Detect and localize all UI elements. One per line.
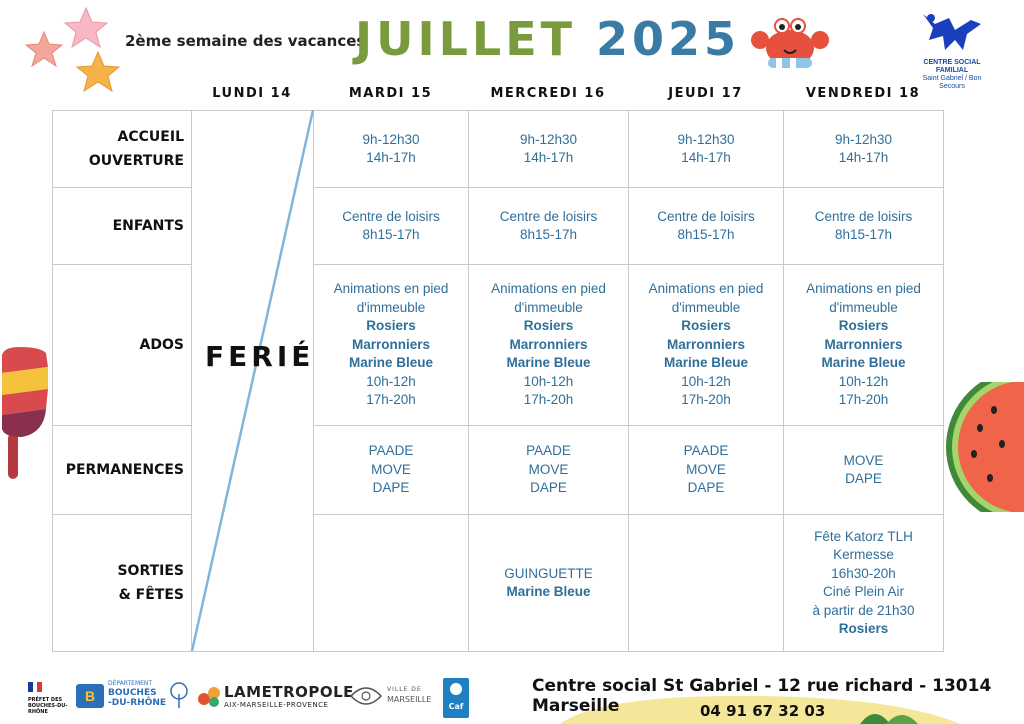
page-title	[355, 12, 740, 66]
row-label: OUVERTURE	[88, 153, 184, 169]
caf-icon	[448, 681, 464, 697]
cell-text: Rosiers	[681, 318, 731, 334]
footer-address: Centre social St Gabriel - 12 rue richard - 13014 Marseille	[532, 676, 992, 716]
row-header-permanences	[53, 426, 192, 515]
day-header-mercredi: MERCREDI 16	[490, 86, 606, 101]
departement-icon	[76, 684, 104, 708]
cell-text: 10h-12h	[681, 373, 731, 389]
cell-text: Animations en pied	[333, 281, 449, 297]
cell-sorties-mercredi	[469, 515, 629, 652]
starfish-decoration-icon	[16, 4, 131, 104]
row-label: PERMANENCES	[65, 462, 184, 478]
partner3-b: AIX-MARSEILLE-PROVENCE	[224, 701, 329, 709]
cell-text: 16h30-20h	[831, 565, 896, 581]
partner4-a: VILLE DE	[387, 686, 422, 693]
cell-permanences-mardi	[314, 426, 469, 515]
cell-text: Ciné Plein Air	[822, 584, 905, 599]
row-label: ADOS	[139, 337, 184, 353]
cell-enfants-vendredi	[784, 188, 944, 265]
cell-text: Centre de loisirs	[657, 208, 755, 224]
cell-text: d'immeuble	[514, 299, 583, 315]
row-header-ados	[53, 265, 192, 426]
metropole-icon	[197, 685, 221, 707]
cell-text: Marine Bleue	[348, 355, 434, 371]
cell-permanences-vendredi	[784, 426, 944, 515]
partner-logo-metropole	[197, 683, 354, 711]
cell-text: 10h-12h	[838, 373, 889, 389]
cell-text: 8h15-17h	[834, 227, 893, 242]
partner1-text: PRÉFET DES BOUCHES-DU-RHÔNE	[28, 697, 68, 715]
tree-icon	[168, 682, 190, 708]
cell-text: DAPE	[530, 480, 567, 496]
cell-text: Rosiers	[523, 318, 574, 334]
cell-text: Animations en pied	[491, 281, 606, 297]
centre-social-logo	[915, 10, 989, 91]
popsicle-icon	[0, 345, 52, 485]
cell-text: MOVE	[843, 452, 884, 468]
row-label: SORTIES	[117, 563, 184, 579]
day-header-jeudi: JEUDI 17	[668, 86, 743, 101]
cell-text: 10h-12h	[523, 373, 574, 389]
partner3-a: LAMETROPOLE	[224, 683, 354, 701]
marianne-icon	[28, 682, 42, 692]
cell-text: 17h-20h	[838, 392, 889, 408]
partner2-a: BOUCHES	[108, 688, 157, 698]
cell-text: Animations en pied	[648, 281, 764, 297]
cell-text: 14h-17h	[681, 150, 731, 165]
cell-ados-jeudi	[629, 265, 784, 426]
cell-accueil-mercredi	[469, 111, 629, 188]
logo-text-1: CENTRE SOCIAL FAMILIAL	[923, 59, 981, 74]
cell-text: 17h-20h	[366, 392, 416, 408]
centre-social-logo-icon	[915, 10, 989, 54]
cell-text: 14h-17h	[523, 150, 574, 165]
partner4-b: MARSEILLE	[387, 695, 432, 704]
cell-text: DAPE	[845, 471, 882, 486]
ferie-label: FERIÉ	[205, 340, 315, 373]
crab-icon	[750, 12, 830, 78]
cell-text: 14h-17h	[366, 150, 416, 165]
partner-logo-departement	[76, 680, 191, 710]
cell-text: 14h-17h	[838, 150, 889, 165]
row-label: & FÊTES	[118, 587, 184, 603]
lundi-strike-line	[180, 108, 320, 653]
cell-text: GUINGUETTE	[504, 565, 593, 581]
cell-text: MOVE	[686, 461, 726, 477]
cell-text: Fête Katorz TLH	[814, 528, 913, 544]
partner2-b: -DU-RHÔNE	[108, 698, 167, 708]
cell-text: Marronniers	[351, 336, 431, 352]
cell-text: Rosiers	[366, 318, 416, 334]
row-label: ACCUEIL	[117, 129, 184, 145]
cell-text: 9h-12h30	[519, 131, 578, 147]
cell-text: 8h15-17h	[677, 227, 735, 242]
row-label: ENFANTS	[112, 218, 184, 234]
cell-text: 8h15-17h	[362, 227, 420, 242]
cell-permanences-mercredi	[469, 426, 629, 515]
cell-text: MOVE	[371, 461, 411, 477]
cell-sorties-vendredi	[784, 515, 944, 652]
cell-text: d'immeuble	[671, 299, 741, 315]
cell-text: Marine Bleue	[506, 355, 591, 371]
cell-ados-vendredi	[784, 265, 944, 426]
partner2-top: DÉPARTEMENT	[108, 680, 153, 687]
cell-ados-mercredi	[469, 265, 629, 426]
cell-text: Marine Bleue	[506, 584, 591, 599]
cell-text: d'immeuble	[829, 299, 898, 315]
cell-enfants-mardi	[314, 188, 469, 265]
cell-text: d'immeuble	[356, 299, 426, 315]
cell-text: Marronniers	[666, 336, 746, 352]
cell-sorties-jeudi	[629, 515, 784, 652]
cell-text: Marronniers	[824, 336, 903, 352]
cell-text: Marine Bleue	[821, 355, 906, 371]
day-header-lundi: LUNDI 14	[212, 86, 292, 101]
day-header-mardi: MARDI 15	[348, 86, 433, 101]
cell-text: PAADE	[368, 443, 414, 459]
cell-enfants-jeudi	[629, 188, 784, 265]
cell-text: Kermesse	[833, 547, 894, 562]
cell-text: Centre de loisirs	[814, 208, 913, 224]
cell-accueil-mardi	[314, 111, 469, 188]
cell-text: 9h-12h30	[362, 131, 420, 147]
marseille-crest-icon	[349, 684, 383, 708]
cell-text: 17h-20h	[523, 392, 574, 408]
cell-text: DAPE	[687, 480, 725, 496]
cell-text: Marine Bleue	[663, 355, 749, 371]
cell-text: Rosiers	[838, 621, 889, 636]
cell-permanences-jeudi	[629, 426, 784, 515]
partner-logo-marseille	[349, 684, 439, 710]
cell-text: 9h-12h30	[677, 131, 735, 147]
cell-text: à partir de 21h30	[812, 602, 915, 618]
title-year: 2025	[596, 12, 741, 66]
cell-sorties-mardi	[314, 515, 469, 652]
cell-text: MOVE	[528, 461, 569, 477]
cell-ados-mardi	[314, 265, 469, 426]
cell-text: DAPE	[372, 480, 410, 496]
row-header-accueil	[53, 111, 192, 188]
week-subtitle: 2ème semaine des vacances	[125, 32, 366, 50]
partner-logo-caf	[443, 678, 469, 718]
svg-text:B: B	[84, 688, 96, 704]
cell-text: Rosiers	[838, 318, 889, 334]
row-header-sorties	[53, 515, 192, 652]
cell-text: Centre de loisirs	[342, 208, 440, 224]
logo-text-2: Saint Gabriel / Bon Secours	[922, 75, 982, 90]
cell-text: PAADE	[526, 443, 571, 459]
cell-text: 10h-12h	[366, 373, 416, 389]
cell-text: 8h15-17h	[519, 227, 578, 242]
partner-logo-prefet	[28, 679, 68, 715]
cell-text: Marronniers	[509, 336, 588, 352]
cell-enfants-mercredi	[469, 188, 629, 265]
partner5-text: Caf	[448, 702, 464, 711]
cell-text: Centre de loisirs	[499, 208, 598, 224]
cell-text: 17h-20h	[681, 392, 731, 408]
cell-text: 9h-12h30	[834, 131, 893, 147]
cell-text: PAADE	[683, 443, 729, 459]
cell-accueil-vendredi	[784, 111, 944, 188]
title-month: JUILLET	[355, 12, 577, 66]
row-header-enfants	[53, 188, 192, 265]
cell-text: Animations en pied	[806, 281, 921, 297]
day-header-vendredi: VENDREDI 18	[805, 86, 921, 101]
watermelon-icon	[944, 382, 1024, 512]
cell-accueil-jeudi	[629, 111, 784, 188]
footer-phone: 04 91 67 32 03	[700, 702, 826, 720]
